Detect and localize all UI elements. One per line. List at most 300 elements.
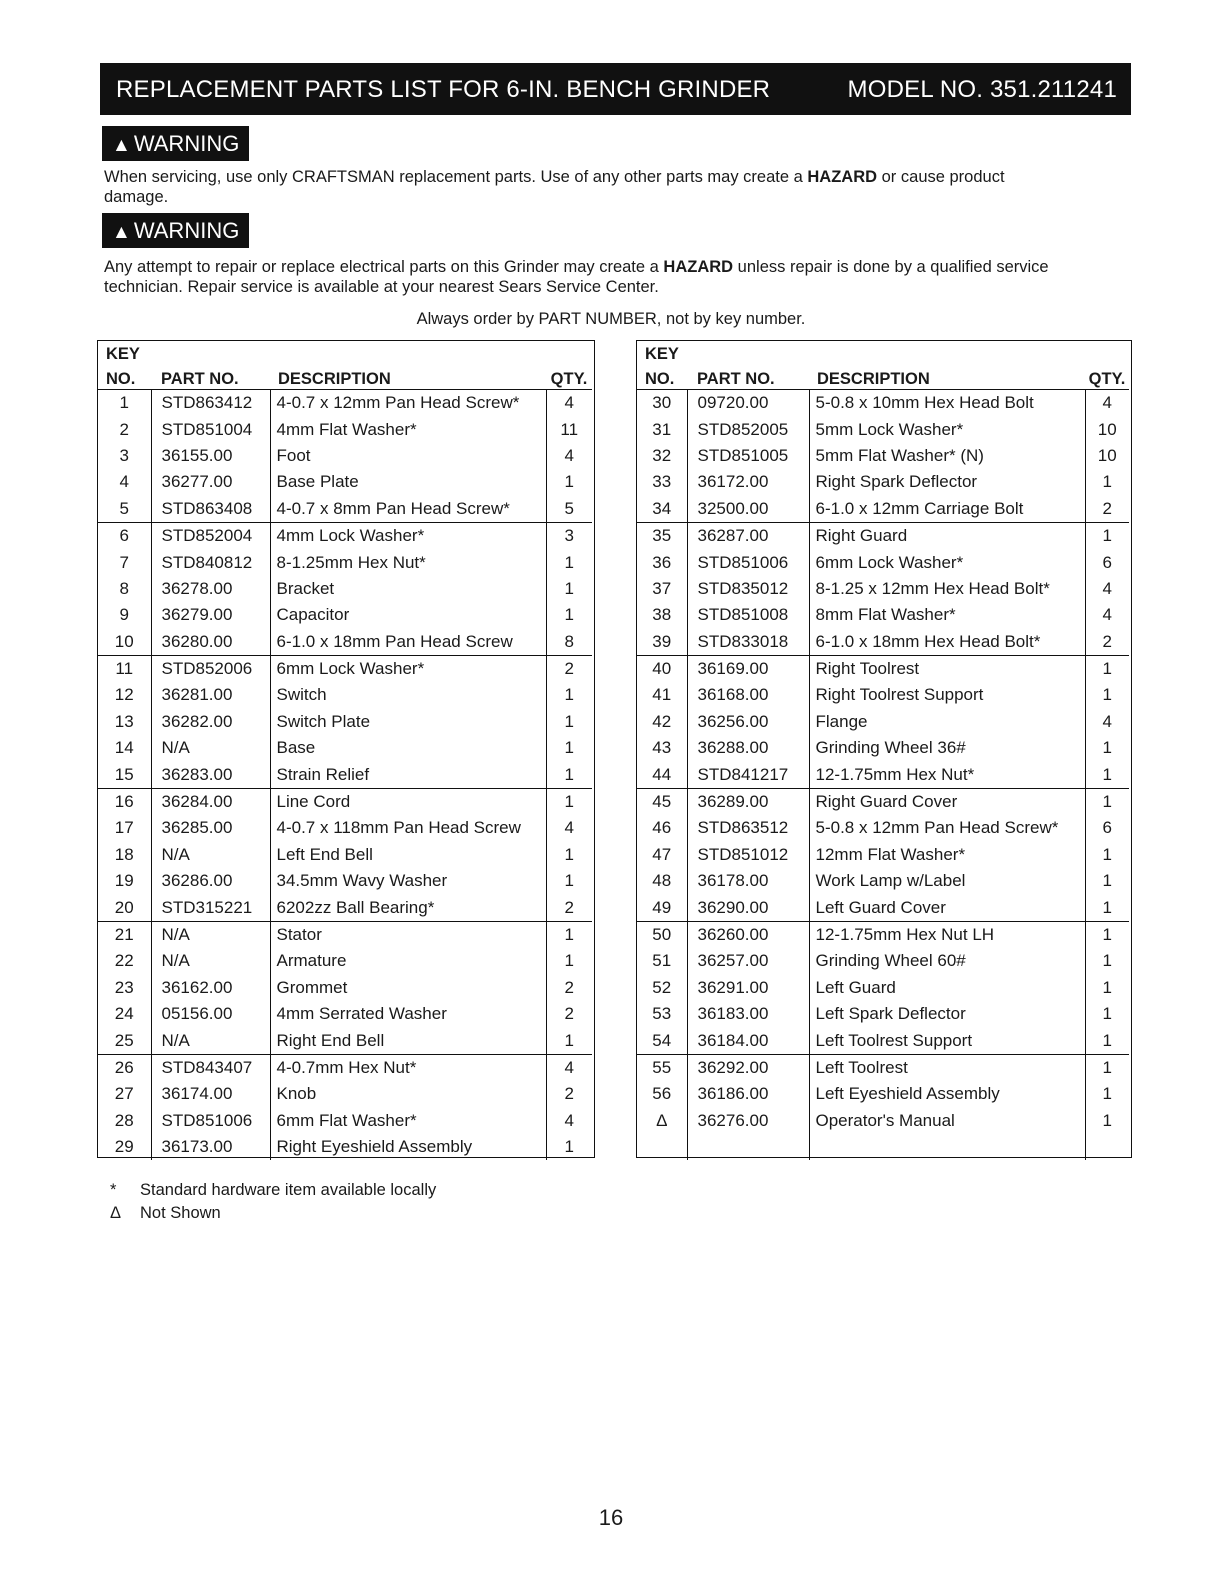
table-row [98, 443, 592, 469]
description-cell: Strain Relief [270, 761, 546, 788]
key-cell: 32 [637, 443, 687, 469]
key-cell: 4 [98, 469, 151, 495]
description-cell: Left Eyeshield Assembly [809, 1081, 1085, 1107]
warning-triangle-icon: ▲ [112, 135, 131, 156]
description-cell: Right End Bell [270, 1027, 546, 1054]
part-number-cell: N/A [151, 948, 270, 974]
part-number-cell: 32500.00 [687, 496, 809, 523]
key-cell: 28 [98, 1108, 151, 1134]
description-cell: 6mm Flat Washer* [270, 1108, 546, 1134]
description-cell: Grommet [270, 975, 546, 1001]
table-row [98, 735, 592, 761]
table-row [98, 815, 592, 841]
table-row [637, 1108, 1129, 1134]
key-cell: 18 [98, 842, 151, 868]
description-cell: 8-1.25mm Hex Nut* [270, 549, 546, 575]
part-number-cell [687, 1134, 809, 1160]
part-number-cell: 36278.00 [151, 576, 270, 602]
table-row [637, 709, 1129, 735]
quantity-cell: 1 [564, 472, 574, 492]
table-row [98, 602, 592, 628]
table-row [98, 682, 592, 708]
part-number-cell: STD315221 [151, 894, 270, 921]
warning-triangle-icon: ▲ [112, 222, 131, 243]
key-cell: 34 [637, 496, 687, 523]
key-cell: 12 [98, 682, 151, 708]
table-row [98, 1134, 592, 1160]
description-cell [809, 1134, 1085, 1160]
table-row [637, 1081, 1129, 1107]
table-row [98, 761, 592, 788]
key-cell: 17 [98, 815, 151, 841]
key-cell: 8 [98, 576, 151, 602]
key-cell: 7 [98, 549, 151, 575]
table-row [98, 629, 592, 656]
quantity-cell: 4 [564, 393, 574, 413]
description-cell: 5-0.8 x 12mm Pan Head Screw* [809, 815, 1085, 841]
col-header-qty: QTY. [546, 367, 592, 390]
part-number-cell: 36168.00 [687, 682, 809, 708]
part-number-cell: 09720.00 [687, 390, 809, 417]
part-number-cell: 36260.00 [687, 921, 809, 948]
quantity-cell: 4 [1102, 578, 1112, 598]
description-cell: 6202zz Ball Bearing* [270, 894, 546, 921]
table-row [98, 709, 592, 735]
description-cell: 4mm Serrated Washer [270, 1001, 546, 1027]
table-row [637, 948, 1129, 974]
table-row [637, 1027, 1129, 1054]
part-number-cell: 36288.00 [687, 735, 809, 761]
part-number-cell: 36292.00 [687, 1054, 809, 1081]
description-cell: Right Toolrest [809, 655, 1085, 682]
quantity-cell: 1 [564, 792, 574, 812]
col-header-description: DESCRIPTION [809, 367, 1085, 390]
table-row [637, 735, 1129, 761]
warning-text-part: When servicing, use only CRAFTSMAN replacement parts. Use of any other parts may create a [104, 168, 808, 186]
table-row [637, 682, 1129, 708]
part-number-cell: 36173.00 [151, 1134, 270, 1160]
quantity-cell: 1 [564, 738, 574, 758]
part-number-cell: N/A [151, 1027, 270, 1054]
table-row [98, 576, 592, 602]
table-row [98, 1027, 592, 1054]
description-cell: 5mm Lock Washer* [809, 416, 1085, 442]
table-row [637, 629, 1129, 656]
key-cell: 36 [637, 549, 687, 575]
key-cell: 16 [98, 788, 151, 815]
description-cell: 4-0.7 x 12mm Pan Head Screw* [270, 390, 546, 417]
key-cell: 13 [98, 709, 151, 735]
col-header-no: NO. [98, 367, 151, 390]
quantity-cell: 2 [1085, 496, 1129, 523]
description-cell: Right Eyeshield Assembly [270, 1134, 546, 1160]
table-row [637, 761, 1129, 788]
key-cell: 50 [637, 921, 687, 948]
part-number-cell: 36257.00 [687, 948, 809, 974]
description-cell: Left Guard Cover [809, 894, 1085, 921]
col-header-key: KEY [645, 345, 679, 363]
quantity-cell: 2 [564, 977, 574, 997]
footnote-text: Not Shown [140, 1204, 221, 1222]
quantity-cell: 1 [1102, 871, 1112, 891]
table-row [98, 1081, 592, 1107]
description-cell: Right Guard [809, 522, 1085, 549]
key-cell: 35 [637, 522, 687, 549]
warning-label-text: WARNING [133, 131, 240, 156]
part-number-cell: 36183.00 [687, 1001, 809, 1027]
quantity-cell: 1 [1102, 1057, 1112, 1077]
quantity-cell: 1 [564, 578, 574, 598]
key-cell: 43 [637, 735, 687, 761]
description-cell: 4mm Lock Washer* [270, 522, 546, 549]
parts-table-left [98, 342, 592, 1160]
key-cell: 48 [637, 868, 687, 894]
key-cell: 46 [637, 815, 687, 841]
footnote-symbol: * [110, 1181, 117, 1199]
quantity-cell: 1 [564, 685, 574, 705]
quantity-cell: 2 [564, 1004, 574, 1024]
quantity-cell: 1 [1102, 472, 1112, 492]
key-cell: 31 [637, 416, 687, 442]
key-cell: 20 [98, 894, 151, 921]
description-cell: Right Spark Deflector [809, 469, 1085, 495]
key-cell: 40 [637, 655, 687, 682]
part-number-cell: 36186.00 [687, 1081, 809, 1107]
page-number: 16 [598, 1505, 624, 1530]
key-cell: 21 [98, 921, 151, 948]
description-cell: Left Toolrest [809, 1054, 1085, 1081]
quantity-cell: 6 [1102, 552, 1112, 572]
table-row [98, 1001, 592, 1027]
description-cell: Grinding Wheel 36# [809, 735, 1085, 761]
key-cell: 29 [98, 1134, 151, 1160]
part-number-cell: N/A [151, 842, 270, 868]
key-cell [637, 1134, 687, 1160]
quantity-cell: 10 [1097, 419, 1117, 439]
key-cell: 33 [637, 469, 687, 495]
part-number-cell: STD851005 [687, 443, 809, 469]
part-number-cell: STD863512 [687, 815, 809, 841]
key-cell: 6 [98, 522, 151, 549]
part-number-cell: 36291.00 [687, 975, 809, 1001]
description-cell: Right Toolrest Support [809, 682, 1085, 708]
quantity-cell: 1 [564, 552, 574, 572]
quantity-cell: 11 [560, 419, 579, 439]
quantity-cell: 1 [1102, 1084, 1112, 1104]
part-number-cell: 36289.00 [687, 788, 809, 815]
part-number-cell: 36282.00 [151, 709, 270, 735]
table-row [98, 975, 592, 1001]
description-cell: Switch Plate [270, 709, 546, 735]
description-cell: 8-1.25 x 12mm Hex Head Bolt* [809, 576, 1085, 602]
quantity-cell: 1 [1102, 925, 1112, 944]
key-cell: 37 [637, 576, 687, 602]
key-cell: 39 [637, 629, 687, 656]
footnote-text: Standard hardware item available locally [140, 1181, 437, 1199]
part-number-cell: STD852005 [687, 416, 809, 442]
part-number-cell: STD835012 [687, 576, 809, 602]
description-cell: Grinding Wheel 60# [809, 948, 1085, 974]
key-cell: 11 [98, 655, 151, 682]
quantity-cell: 4 [1102, 393, 1112, 413]
table-row [637, 975, 1129, 1001]
quantity-cell: 1 [1085, 761, 1129, 788]
key-cell: 38 [637, 602, 687, 628]
table-row [98, 416, 592, 442]
quantity-cell: 1 [564, 605, 574, 625]
quantity-cell [1085, 1134, 1129, 1160]
quantity-cell: 1 [546, 1027, 592, 1054]
table-row [637, 868, 1129, 894]
page-title: REPLACEMENT PARTS LIST FOR 6-IN. BENCH GRINDER [116, 76, 771, 103]
quantity-cell: 1 [1102, 951, 1112, 971]
part-number-cell: N/A [151, 921, 270, 948]
key-cell: 53 [637, 1001, 687, 1027]
table-row [98, 655, 592, 682]
part-number-cell: 36178.00 [687, 868, 809, 894]
part-number-cell: 36184.00 [687, 1027, 809, 1054]
part-number-cell: STD863412 [151, 390, 270, 417]
quantity-cell: 2 [564, 659, 574, 679]
warning-label [102, 213, 249, 248]
key-cell: 51 [637, 948, 687, 974]
description-cell: 4-0.7 x 8mm Pan Head Screw* [270, 496, 546, 523]
parts-table-right [637, 342, 1129, 1160]
description-cell: Stator [270, 921, 546, 948]
table-row [637, 815, 1129, 841]
key-cell: 3 [98, 443, 151, 469]
quantity-cell: 5 [546, 496, 592, 523]
quantity-cell: 1 [1102, 977, 1112, 997]
quantity-cell: 1 [1102, 738, 1112, 758]
description-cell: Left Toolrest Support [809, 1027, 1085, 1054]
key-cell: 23 [98, 975, 151, 1001]
part-number-cell: 36287.00 [687, 522, 809, 549]
table-row [637, 602, 1129, 628]
description-cell: 8mm Flat Washer* [809, 602, 1085, 628]
quantity-cell: 1 [1102, 1004, 1112, 1024]
part-number-cell: STD833018 [687, 629, 809, 656]
quantity-cell: 1 [564, 844, 574, 864]
key-cell: 10 [98, 629, 151, 656]
description-cell: Left Spark Deflector [809, 1001, 1085, 1027]
warning-text [104, 167, 1064, 207]
quantity-cell: 1 [564, 871, 574, 891]
part-number-cell: 36281.00 [151, 682, 270, 708]
part-number-cell: 36290.00 [687, 894, 809, 921]
description-cell: 4-0.7 x 118mm Pan Head Screw [270, 815, 546, 841]
description-cell: Right Guard Cover [809, 788, 1085, 815]
key-cell: 5 [98, 496, 151, 523]
key-cell: 30 [637, 390, 687, 417]
description-cell: Base [270, 735, 546, 761]
hazard-bold: HAZARD [663, 258, 734, 276]
key-cell: 25 [98, 1027, 151, 1054]
quantity-cell: 1 [1085, 1027, 1129, 1054]
col-header-key: KEY [106, 345, 140, 363]
description-cell: Flange [809, 709, 1085, 735]
key-cell: 55 [637, 1054, 687, 1081]
part-number-cell: STD852004 [151, 522, 270, 549]
key-cell: 41 [637, 682, 687, 708]
part-number-cell: STD840812 [151, 549, 270, 575]
title-banner [100, 63, 1131, 115]
quantity-cell: 1 [546, 761, 592, 788]
col-header-part: PART NO. [151, 367, 270, 390]
part-number-cell: STD852006 [151, 655, 270, 682]
part-number-cell: 36256.00 [687, 709, 809, 735]
key-cell: 26 [98, 1054, 151, 1081]
description-cell: 6-1.0 x 18mm Pan Head Screw [270, 629, 546, 656]
table-row [637, 894, 1129, 921]
description-cell: Switch [270, 682, 546, 708]
col-header-qty: QTY. [1085, 367, 1129, 390]
hazard-bold: HAZARD [807, 168, 878, 186]
description-cell: 6-1.0 x 18mm Hex Head Bolt* [809, 629, 1085, 656]
table-row [98, 1054, 592, 1081]
table-row [637, 576, 1129, 602]
table-row [637, 549, 1129, 575]
part-number-cell: STD841217 [687, 761, 809, 788]
description-cell: Work Lamp w/Label [809, 868, 1085, 894]
quantity-cell: 1 [564, 1137, 574, 1157]
order-note: Always order by PART NUMBER, not by key number. [416, 310, 806, 328]
quantity-cell: 2 [546, 894, 592, 921]
table-row [637, 522, 1129, 549]
quantity-cell: 3 [564, 526, 574, 546]
part-number-cell: 36169.00 [687, 655, 809, 682]
key-cell: 27 [98, 1081, 151, 1107]
table-row [637, 842, 1129, 868]
table-row [98, 788, 592, 815]
footnote-not-shown [110, 1204, 221, 1223]
part-number-cell: STD851006 [687, 549, 809, 575]
part-number-cell: STD851008 [687, 602, 809, 628]
quantity-cell: 1 [1085, 894, 1129, 921]
key-cell: 24 [98, 1001, 151, 1027]
description-cell: Bracket [270, 576, 546, 602]
quantity-cell: 1 [1102, 526, 1112, 546]
description-cell: Line Cord [270, 788, 546, 815]
part-number-cell: STD843407 [151, 1054, 270, 1081]
part-number-cell: 36283.00 [151, 761, 270, 788]
table-row [98, 948, 592, 974]
quantity-cell: 1 [1102, 1110, 1112, 1130]
table-row [98, 868, 592, 894]
part-number-cell: 36285.00 [151, 815, 270, 841]
warning-text-part: unless repair is done by a qualified service technician. Repair service is available at your nearest Sears Service Center. [104, 258, 1049, 296]
table-row [637, 443, 1129, 469]
description-cell: Base Plate [270, 469, 546, 495]
quantity-cell: 4 [1102, 605, 1112, 625]
quantity-cell: 4 [564, 818, 574, 838]
part-number-cell: 36286.00 [151, 868, 270, 894]
warning-text-part: or cause product damage. [104, 168, 1005, 206]
part-number-cell: STD851006 [151, 1108, 270, 1134]
footnote-symbol: Δ [110, 1204, 122, 1222]
part-number-cell: 36155.00 [151, 443, 270, 469]
table-row [637, 416, 1129, 442]
quantity-cell: 4 [1102, 711, 1112, 731]
key-cell: Δ [637, 1108, 687, 1134]
quantity-cell: 1 [1102, 659, 1112, 679]
table-row [98, 894, 592, 921]
key-cell: 14 [98, 735, 151, 761]
description-cell: Left Guard [809, 975, 1085, 1001]
description-cell: 6-1.0 x 12mm Carriage Bolt [809, 496, 1085, 523]
description-cell: 6mm Lock Washer* [809, 549, 1085, 575]
description-cell: Capacitor [270, 602, 546, 628]
warning-label-text: WARNING [133, 218, 240, 243]
quantity-cell: 8 [546, 629, 592, 656]
key-cell: 44 [637, 761, 687, 788]
description-cell: Operator's Manual [809, 1108, 1085, 1134]
quantity-cell: 2 [564, 1084, 574, 1104]
description-cell: 12-1.75mm Hex Nut* [809, 761, 1085, 788]
quantity-cell: 1 [564, 925, 574, 944]
description-cell: Foot [270, 443, 546, 469]
key-cell: 42 [637, 709, 687, 735]
quantity-cell: 2 [1085, 629, 1129, 656]
footnote-standard [110, 1181, 436, 1200]
table-row [98, 1108, 592, 1134]
description-cell: 12-1.75mm Hex Nut LH [809, 921, 1085, 948]
quantity-cell: 10 [1097, 445, 1117, 465]
description-cell: Left End Bell [270, 842, 546, 868]
col-header-description: DESCRIPTION [270, 367, 546, 390]
key-cell: 54 [637, 1027, 687, 1054]
part-number-cell: 36279.00 [151, 602, 270, 628]
table-row [98, 842, 592, 868]
description-cell: 34.5mm Wavy Washer [270, 868, 546, 894]
key-cell: 9 [98, 602, 151, 628]
warning-text [104, 257, 1064, 297]
table-row [637, 1001, 1129, 1027]
description-cell: Armature [270, 948, 546, 974]
part-number-cell: STD851012 [687, 842, 809, 868]
quantity-cell: 1 [564, 951, 574, 971]
key-cell: 19 [98, 868, 151, 894]
description-cell: 5mm Flat Washer* (N) [809, 443, 1085, 469]
table-row [637, 469, 1129, 495]
table-row [637, 390, 1129, 417]
col-header-part: PART NO. [687, 367, 809, 390]
quantity-cell: 4 [564, 445, 574, 465]
quantity-cell: 6 [1102, 818, 1112, 838]
part-number-cell: 36276.00 [687, 1108, 809, 1134]
table-row [637, 788, 1129, 815]
description-cell: 12mm Flat Washer* [809, 842, 1085, 868]
key-cell: 2 [98, 416, 151, 442]
description-cell: Knob [270, 1081, 546, 1107]
table-row [98, 469, 592, 495]
quantity-cell: 4 [564, 1057, 574, 1077]
part-number-cell: STD863408 [151, 496, 270, 523]
quantity-cell: 4 [564, 1110, 574, 1130]
part-number-cell: 36280.00 [151, 629, 270, 656]
table-row [98, 390, 592, 417]
key-cell: 56 [637, 1081, 687, 1107]
table-row [98, 496, 592, 523]
key-cell: 52 [637, 975, 687, 1001]
table-row [637, 655, 1129, 682]
key-cell: 49 [637, 894, 687, 921]
part-number-cell: 36284.00 [151, 788, 270, 815]
table-row [637, 1134, 1129, 1160]
quantity-cell: 1 [1102, 685, 1112, 705]
description-cell: 4mm Flat Washer* [270, 416, 546, 442]
table-row [98, 522, 592, 549]
